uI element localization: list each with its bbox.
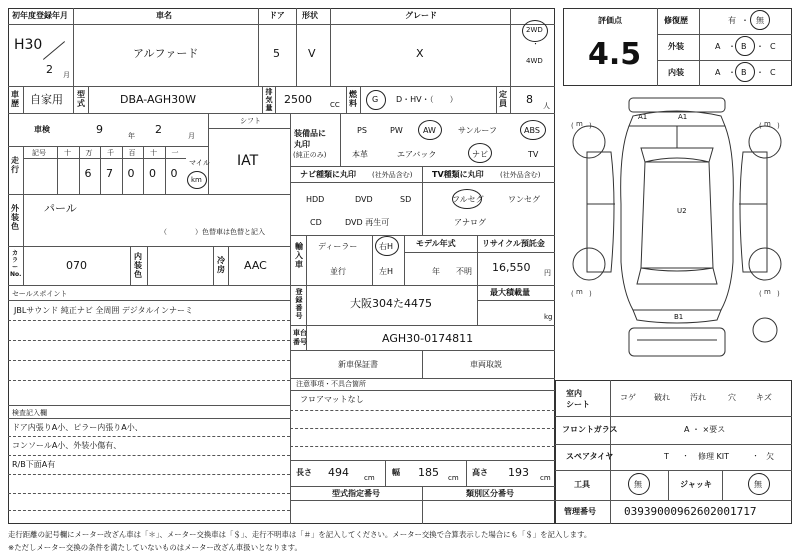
svg-text:(: ( [571,290,574,298]
wheel-front-left [573,126,605,158]
door-label: ドア [269,11,285,20]
footer-line-1: 走行距離の記号欄にメーター改ざん車は「＊」、メーター交換車は「＄」、走行不明車は「＃」を記入してください。メーター交換で合算表示した場合にも「＄」を記入します。 [8,530,592,539]
inspection-year: 9 [96,123,103,136]
usage-type-label: 車歴 [11,90,19,108]
notes: フロアマットなし [300,395,364,404]
mark-a1-left: A1 [638,113,648,121]
shape: V [308,47,316,60]
tv-title: TV種類に丸印 [432,170,484,179]
rear-view [629,328,725,356]
manual: 車両取説 [470,360,502,369]
interior-sep1: ・ [728,68,736,77]
exterior-c: C [770,42,776,51]
interior-b: B [741,68,747,77]
drive-sep: ・ [532,40,539,48]
inspection-year-unit: 年 [128,132,135,140]
width-label: 幅 [392,468,400,477]
odometer-unit-label: 一 [171,149,179,157]
front-view [629,98,725,112]
type-designation-label: 型式指定番号 [332,489,380,498]
footer-line-2: ※ただしメーター交換の条件を満たしていないものはメーター改ざん車扱いとなります。 [8,543,302,552]
svg-text:(: ( [759,122,762,130]
odometer-digit: 0 [127,167,135,180]
odometer-unit-label: 万 [85,149,93,157]
length-unit: cm [364,474,375,482]
recycle: 16,550 [492,261,531,274]
left-side-panel [587,152,614,272]
odometer-digit: 0 [149,167,156,180]
exterior-b: B [741,42,747,51]
glass-label: フロントガラス [562,425,618,434]
first-reg-label: 初年度登録年月 [12,11,68,20]
equipment-label: 装備品に 丸印 [294,129,326,149]
spare-sep2: ・ [752,452,759,460]
width: 185 [418,466,439,479]
odometer-digit: 7 [106,167,113,180]
notes-label: 注意事項・不具合箇所 [296,380,366,388]
jack-label: ジャッキ [680,480,712,489]
mgmt-label: 管理番号 [564,507,596,516]
equip-aw: AW [423,126,436,135]
height-label: 高さ [472,468,488,477]
ac-label: 冷房 [217,256,225,274]
mgmt: 03939000962602001717 [624,505,757,518]
ac: AAC [244,259,267,272]
spare-label: スペアタイヤ [566,452,614,461]
odometer-unit-label: 十 [150,149,157,157]
grade-label: グレード [405,11,437,20]
capacity: 8 [526,93,533,106]
equip-ps: PS [357,126,367,135]
nav-sub: (社外品含む) [372,171,413,179]
equip-navi: ナビ [472,150,488,159]
reg-month: 2 [46,63,53,76]
model-label: 型式 [77,90,85,108]
interior-a: A [715,68,721,77]
odometer-divider [165,146,166,194]
mark-a1-right: A1 [678,113,688,121]
odometer-divider [122,146,123,194]
repair-yes: 有 [728,16,736,25]
import-dealer: ディーラー [318,242,358,251]
inspection-label: 車検 [34,125,50,134]
height-unit: cm [540,474,551,482]
reg-era: H30 [14,37,43,53]
nav-title: ナビ種類に丸印 [300,170,356,179]
shift-label: シフト [240,117,261,125]
capacity-label: 定員 [499,90,507,108]
nav-hdd: HDD [306,195,325,204]
exterior-label: 外装 [668,42,684,51]
import-right-h: 右H [379,242,394,251]
car-damage-diagram [563,92,792,374]
odometer-unit-label: 百 [128,149,136,157]
equip-airbag: エアバック [397,150,437,159]
equip-leather: 本革 [352,150,368,159]
color-value: パール [44,202,77,215]
svg-text:): ) [589,122,592,130]
mark-u2: U2 [677,207,687,215]
capacity-unit: 人 [543,102,550,110]
selling-points-label: セールスポイント [12,290,68,298]
doors: 5 [273,47,280,60]
interior-color-label: 内装色 [134,252,142,279]
svg-text:m: m [576,288,583,296]
nav-dvd: DVD [355,195,373,204]
exterior-a: A [715,42,721,51]
equip-tv: TV [528,150,539,159]
mileage-symbol-label: 記号 [32,149,46,157]
model-year-unknown: 不明 [456,267,472,276]
tools-value: 無 [634,480,642,489]
odometer-unit-label: 十 [64,149,71,157]
odometer-digit: 6 [84,167,92,180]
registration-label: 登 録 番 号 [295,288,303,320]
equip-sunroof: サンルーフ [458,126,497,135]
length: 494 [328,466,349,479]
category-label: 類別区分番号 [466,489,514,498]
seat-opt-stain: 汚れ [690,393,706,402]
tv-fullseg: フルセグ [452,195,484,204]
wheel-rear-left [573,248,605,280]
seat-opt-burn: コゲ [620,393,636,402]
glass-opts: A ・ ×要ス [684,425,726,434]
color-note: （ ）色替車は色替と記入 [160,228,265,236]
drive-4wd: 4WD [526,57,543,65]
import-left-h: 左H [379,267,394,276]
repair-sep: ・ [741,16,749,25]
odometer-unit-label: 千 [107,149,114,157]
tv-analog: アナログ [454,218,486,227]
model: DBA-AGH30W [120,93,197,106]
interior-sep2: ・ [756,68,764,77]
car-windshield [641,148,713,162]
chassis-label: 車台 番号 [293,329,307,346]
equip-abs: ABS [524,126,540,135]
color-no-label: カラ ー No. [10,250,22,278]
recycle-label: リサイクル預託金 [482,239,545,248]
color-label: 外装色 [11,204,19,231]
inspector-label: 検査記入欄 [12,409,47,417]
score: 4.5 [588,37,642,72]
odometer-divider [57,146,58,194]
score-label: 評価点 [598,16,622,25]
max-load-label: 最大積載量 [490,288,530,297]
fuel-opts: D・HV・（ ） [396,95,458,104]
new-warranty: 新車保証書 [338,360,378,369]
car-name-label: 車名 [156,11,172,20]
svg-text:): ) [589,290,592,298]
car-name: アルファード [133,47,199,60]
nav-dvd-play: DVD 再生可 [345,218,390,227]
usage-type: 自家用 [30,93,63,106]
equip-pw: PW [390,126,403,135]
interior-label: 内装 [668,68,684,77]
km-label: km [191,176,202,184]
shift: IAT [237,153,259,169]
spare-t: T [664,452,669,461]
odometer-divider [79,146,80,194]
svg-text:m: m [764,120,771,128]
color-no: 070 [66,259,87,272]
inspector-line-1: ドア内張りA小、ピラー内張りA小、 [12,423,143,432]
exterior-sep1: ・ [728,42,736,51]
mileage-label: 走行 [11,156,19,174]
wheel-rear-right [749,248,781,280]
length-label: 長さ [296,468,312,477]
spare-kit: 修理 KIT [698,452,730,461]
jack-value: 無 [754,480,762,489]
mile-label: マイル [189,159,210,167]
height: 193 [508,466,529,479]
spare-sep1: ・ [682,452,689,460]
tv-oneseg: ワンセグ [508,195,540,204]
displacement-label: 排気量 [265,88,273,112]
interior-c: C [770,68,776,77]
max-load-unit: kg [544,313,553,321]
right-side-panel [740,152,767,272]
displacement-unit: CC [330,101,340,109]
grade: X [416,47,424,60]
svg-text:): ) [777,122,780,130]
displacement: 2500 [284,93,312,106]
seat-opt-tear: 破れ [654,393,670,402]
model-year-label: モデル年式 [416,239,456,248]
inspection-month-unit: 月 [188,132,195,140]
drive-2wd: 2WD [526,26,543,34]
svg-text:(: ( [571,122,574,130]
odometer-divider [100,146,101,194]
equipment-sublabel: (純正のみ) [293,151,327,159]
repair-label: 修復歴 [664,16,688,25]
odometer-digit: 0 [170,167,178,180]
inspector-line-3: R/B下面A有 [12,460,56,469]
reg-month-unit: 月 [63,71,70,79]
spare-wheel [753,318,777,342]
seat-opt-scratch: キズ [756,393,772,402]
inspector-line-2: コンソールA小、外装小傷有、 [12,441,122,450]
car-rear-window [637,268,717,284]
chassis: AGH30-0174811 [382,332,474,345]
import-parallel: 並行 [330,267,346,276]
tools-label: 工具 [574,480,590,489]
svg-text:m: m [576,120,583,128]
exterior-sep2: ・ [756,42,764,51]
import-label: 輸入車 [295,242,303,269]
recycle-unit: 円 [544,269,551,277]
seat-opt-hole: 穴 [728,393,736,402]
inspection-month: 2 [155,123,162,136]
fuel-label: 燃料 [349,90,357,108]
nav-cd: CD [310,218,322,227]
tv-sub: (社外品含む) [500,171,541,179]
registration: 大阪304た4475 [350,297,432,310]
wheel-front-right [749,126,781,158]
odometer-divider [143,146,144,194]
spare-missing: 欠 [766,452,774,461]
selling-points-text: JBLサウンド 純正ナビ 全周囲 デジタルインナーミ [14,306,194,315]
svg-text:m: m [764,288,771,296]
repair-no: 無 [756,16,764,25]
model-year-unit: 年 [432,267,440,276]
svg-text:): ) [777,290,780,298]
nav-sd: SD [400,195,412,204]
width-unit: cm [448,474,459,482]
svg-text:(: ( [759,290,762,298]
fuel-g: G [372,95,379,104]
seat-label: 室内 シート [566,389,590,409]
mark-b1: B1 [674,313,684,321]
shape-label: 形状 [302,11,318,20]
